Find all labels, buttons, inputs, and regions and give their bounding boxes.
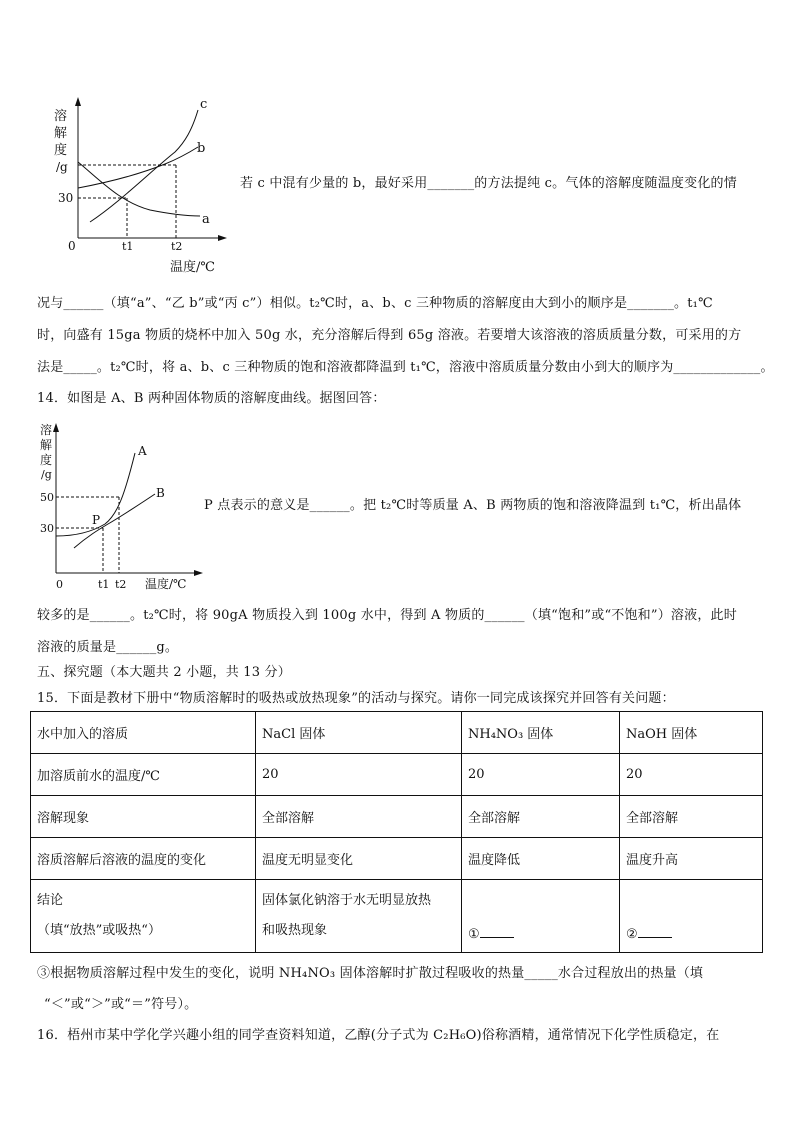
table-cell: 20 <box>462 754 620 796</box>
y-label-1: 溶 <box>40 423 53 437</box>
table-cell: 全部溶解 <box>462 796 620 838</box>
conclusion-label <box>31 880 256 953</box>
y-axis-arrow <box>75 97 81 106</box>
point-label-P: P <box>92 513 101 527</box>
x-tick-t1: t1 <box>122 240 134 253</box>
curve-c <box>90 110 198 222</box>
q14-line3: 溶液的质量是______g。 <box>37 640 179 655</box>
curve-label-a: a <box>202 212 210 227</box>
curve-B <box>74 494 155 548</box>
y-axis-arrow <box>53 423 59 432</box>
q15-note-line2: “＜”或“＞”或“＝”符号）。 <box>44 997 198 1012</box>
answer-blank-1[interactable] <box>480 925 514 938</box>
q13-line1: 若 c 中混有少量的 b，最好采用_______的方法提纯 c。气体的溶解度随温度变化的情 <box>240 176 737 191</box>
y-label-4: /g <box>56 160 68 174</box>
table-header-row <box>31 712 763 754</box>
conclusion-label-line1: 结论 <box>37 893 64 908</box>
y-label-2: 解 <box>54 126 68 141</box>
table-cell: 温度升高 <box>620 838 763 880</box>
curve-b <box>78 147 198 188</box>
x-tick-t2: t2 <box>171 240 183 253</box>
x-axis-label: 温度/℃ <box>145 577 187 591</box>
table-cell: 全部溶解 <box>256 796 462 838</box>
conclusion-nacl-line1: 固体氯化钠溶于水无明显放热 <box>262 893 432 908</box>
table-header: NaCl 固体 <box>256 712 462 754</box>
curve-label-b: b <box>197 141 206 156</box>
q16-line1: 16．梧州市某中学化学兴趣小组的同学查资料知道，乙醇(分子式为 C₂H₆O)俗称酒精，通常情况下化学性质稳定，在 <box>37 1028 720 1043</box>
answer-blank-2[interactable] <box>638 925 672 938</box>
table-cell: 20 <box>620 754 763 796</box>
table-header: NaOH 固体 <box>620 712 763 754</box>
x-axis-arrow <box>194 570 203 576</box>
table-cell: 20 <box>256 754 462 796</box>
curve-a <box>78 162 200 216</box>
table-row-conclusion <box>31 880 763 953</box>
y-label-3: 度 <box>54 143 68 158</box>
dissolution-table <box>30 711 763 953</box>
curve-label-B: B <box>156 486 165 500</box>
q13-line2: 况与______（填“a”、“乙 b”或“丙 c”）相似。t₂℃时，a、b、c 三种物质的溶解度由大到小的顺序是_______。t₁℃ <box>37 296 713 311</box>
y-tick-50: 50 <box>40 491 54 504</box>
table-header: 水中加入的溶质 <box>31 712 256 754</box>
q14-line2: 较多的是______。t₂℃时，将 90gA 物质投入到 100g 水中，得到 A 物质的______（填“饱和”或“不饱和”）溶液，此时 <box>37 608 737 623</box>
table-cell: 溶解现象 <box>31 796 256 838</box>
q14-line1: P 点表示的意义是______。把 t₂℃时等质量 A、B 两物质的饱和溶液降温到 t₁℃，析出晶体 <box>204 498 742 513</box>
table-cell: 温度降低 <box>462 838 620 880</box>
section5-title: 五、探究题（本大题共 2 小题，共 13 分） <box>37 665 291 680</box>
x-tick-t2: t2 <box>115 578 127 591</box>
conclusion-nacl-line2: 和吸热现象 <box>262 923 328 938</box>
solubility-chart-abc <box>40 92 240 282</box>
conclusion-naoh <box>620 880 763 953</box>
origin-label: 0 <box>56 578 63 591</box>
table-cell: 全部溶解 <box>620 796 763 838</box>
conclusion-label-line2: （填“放热”或吸热“） <box>37 923 161 938</box>
curve-label-A: A <box>138 444 147 458</box>
y-label-1: 溶 <box>54 109 68 124</box>
conclusion-nh4no3 <box>462 880 620 953</box>
x-tick-t1: t1 <box>98 578 110 591</box>
q13-line4: 法是_____。t₂℃时，将 a、b、c 三种物质的饱和溶液都降温到 t₁℃，溶液中溶质质量分数由小到大的顺序为_____________。 <box>37 360 774 375</box>
y-label-3: 度 <box>40 453 53 467</box>
table-header: NH₄NO₃ 固体 <box>462 712 620 754</box>
table-row <box>31 754 763 796</box>
y-tick-30: 30 <box>40 522 54 535</box>
conclusion-nacl <box>256 880 462 953</box>
x-axis-arrow <box>218 235 227 241</box>
origin-label: 0 <box>68 239 76 253</box>
table-cell: 温度无明显变化 <box>256 838 462 880</box>
table-row <box>31 838 763 880</box>
table-row <box>31 796 763 838</box>
table-cell: 加溶质前水的温度/℃ <box>31 754 256 796</box>
table-cell: 溶质溶解后溶液的温度的变化 <box>31 838 256 880</box>
solubility-chart-ab <box>30 418 220 596</box>
y-label-4: /g <box>41 468 52 481</box>
conclusion-blank-2-label: ② <box>626 927 638 942</box>
curve-label-c: c <box>200 97 208 112</box>
q13-line3: 时，向盛有 15ga 物质的烧杯中加入 50g 水，充分溶解后得到 65g 溶液。若要增大该溶液的溶质质量分数，可采用的方 <box>37 328 742 343</box>
q15-note-line1: ③根据物质溶解过程中发生的变化，说明 NH₄NO₃ 固体溶解时扩散过程吸收的热量_____水合过程放出的热量（填 <box>37 966 704 981</box>
x-axis-label: 温度/℃ <box>170 260 215 275</box>
q15-intro: 15．下面是教材下册中“物质溶解时的吸热或放热现象”的活动与探究。请你一同完成该探究并回答有关问题： <box>37 691 675 706</box>
conclusion-blank-1-label: ① <box>468 927 480 942</box>
q14-intro: 14．如图是 A、B 两种固体物质的溶解度曲线。据图回答： <box>37 391 386 406</box>
y-label-2: 解 <box>40 438 53 452</box>
y-tick-30: 30 <box>58 191 74 205</box>
